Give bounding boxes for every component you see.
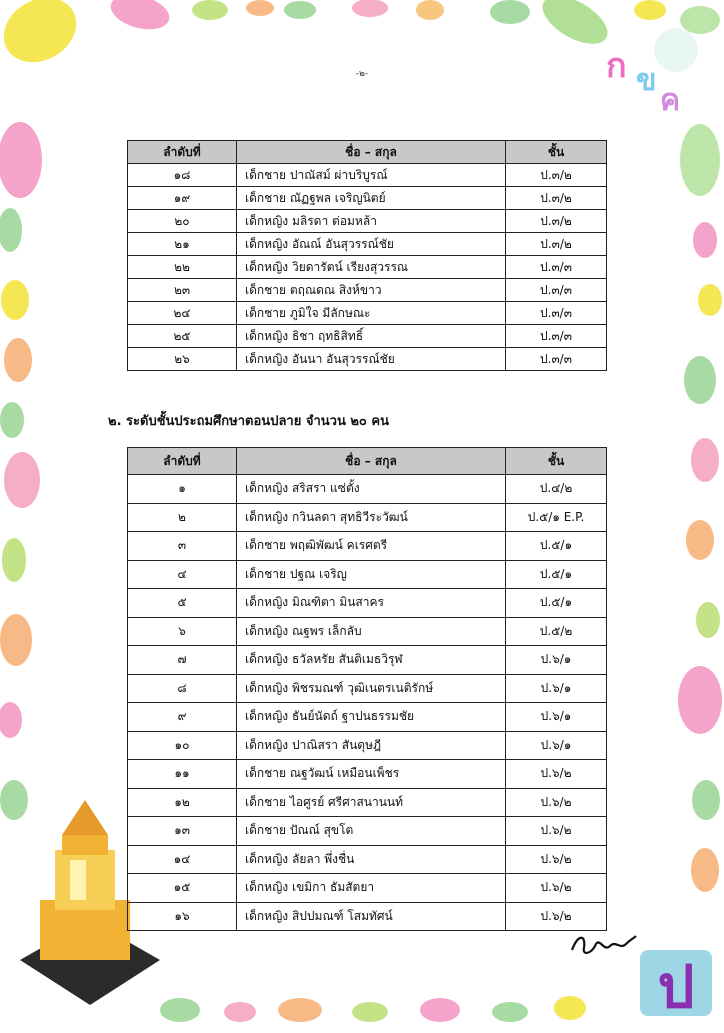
class-level: ป.๖/๒	[506, 874, 607, 903]
class-level: ป.๕/๑	[506, 532, 607, 561]
student-name: เด็กหญิง พิชรมณฑ์ วุฒิเนตรเนติรักษ์	[237, 674, 506, 703]
column-header-no: ลำดับที่	[128, 141, 237, 164]
row-number: ๒๐	[128, 210, 237, 233]
table-row	[128, 703, 607, 732]
class-level: ป.๓/๓	[506, 279, 607, 302]
svg-text:ค: ค	[660, 83, 681, 118]
table-row	[128, 532, 607, 561]
corner-letter: ป	[657, 953, 695, 1021]
student-name: เด็กหญิง กวินลดา สุทธิวีระวัฒน์	[237, 503, 506, 532]
column-header-name: ชื่อ – สกุล	[237, 448, 506, 475]
student-table-2	[127, 447, 607, 931]
table-row	[128, 503, 607, 532]
table-row	[128, 348, 607, 371]
class-level: ป.๖/๒	[506, 817, 607, 846]
class-level: ป.๓/๒	[506, 187, 607, 210]
row-number: ๖	[128, 617, 237, 646]
svg-text:ก: ก	[606, 46, 627, 86]
student-name: เด็กหญิง ธวัลหรัย สันติเมธวิรุฬ	[237, 646, 506, 675]
table-row	[128, 233, 607, 256]
table-row	[128, 674, 607, 703]
row-number: ๒๓	[128, 279, 237, 302]
table-row	[128, 589, 607, 618]
row-number: ๑๕	[128, 874, 237, 903]
row-number: ๑๑	[128, 760, 237, 789]
table-row	[128, 845, 607, 874]
class-level: ป.๖/๒	[506, 902, 607, 931]
student-name: เด็กชาย พฤฒิพัฒน์ คเรศตรี	[237, 532, 506, 561]
row-number: ๑๒	[128, 788, 237, 817]
class-level: ป.๔/๒	[506, 475, 607, 504]
row-number: ๕	[128, 589, 237, 618]
student-name: เด็กหญิง เขมิกา ธัมสัตยา	[237, 874, 506, 903]
row-number: ๑๙	[128, 187, 237, 210]
table-row	[128, 187, 607, 210]
table-row	[128, 731, 607, 760]
row-number: ๒๕	[128, 325, 237, 348]
student-name: เด็กหญิง อัณณ์ อันสุวรรณ์ชัย	[237, 233, 506, 256]
column-header-name: ชื่อ – สกุล	[237, 141, 506, 164]
class-level: ป.๖/๑	[506, 703, 607, 732]
table-row	[128, 256, 607, 279]
class-level: ป.๖/๒	[506, 788, 607, 817]
table-row	[128, 325, 607, 348]
column-header-grade: ชั้น	[506, 141, 607, 164]
student-name: เด็กหญิง มลิรดา ต่อมหล้า	[237, 210, 506, 233]
row-number: ๑๐	[128, 731, 237, 760]
student-name: เด็กชาย ปฐณ เจริญ	[237, 560, 506, 589]
class-level: ป.๓/๓	[506, 256, 607, 279]
student-name: เด็กหญิง อันนา อันสุวรรณ์ชัย	[237, 348, 506, 371]
student-name: เด็กชาย ไอศูรย์ ศรีศาสนานนท์	[237, 788, 506, 817]
page-number: -๒-	[355, 69, 369, 79]
table-row	[128, 164, 607, 187]
student-name: เด็กชาย ภูมิใจ มีลักษณะ	[237, 302, 506, 325]
student-name: เด็กชาย ปัณณ์ สุขโต	[237, 817, 506, 846]
signature	[568, 928, 638, 960]
row-number: ๒๔	[128, 302, 237, 325]
column-header-grade: ชั้น	[506, 448, 607, 475]
row-number: ๑๘	[128, 164, 237, 187]
student-name: เด็กชาย ตฤณดณ สิงห์ขาว	[237, 279, 506, 302]
student-name: เด็กชาย ณฐวัฒน์ เหมือนเพ็ชร	[237, 760, 506, 789]
svg-text:ข: ข	[636, 63, 657, 98]
table-header-row	[128, 141, 607, 164]
student-table-1	[127, 140, 607, 371]
table-row	[128, 279, 607, 302]
table-row	[128, 560, 607, 589]
row-number: ๒๑	[128, 233, 237, 256]
section-heading: ๒. ระดับชั้นประถมศึกษาตอนปลาย จำนวน ๒๐ คน	[108, 414, 389, 429]
table-header-row	[128, 448, 607, 475]
row-number: ๒	[128, 503, 237, 532]
class-level: ป.๓/๓	[506, 302, 607, 325]
table-row	[128, 646, 607, 675]
student-name: เด็กหญิง ปาณิสรา สันดุษฎี	[237, 731, 506, 760]
row-number: ๒๒	[128, 256, 237, 279]
student-name: เด็กหญิง สริสรา แซ่ตั้ง	[237, 475, 506, 504]
table-row	[128, 617, 607, 646]
class-level: ป.๖/๑	[506, 646, 607, 675]
row-number: ๒๖	[128, 348, 237, 371]
student-name: เด็กหญิง ลัยลา พึ่งชื่น	[237, 845, 506, 874]
table-row	[128, 302, 607, 325]
class-level: ป.๖/๒	[506, 760, 607, 789]
class-level: ป.๕/๑	[506, 560, 607, 589]
table-row	[128, 788, 607, 817]
class-level: ป.๕/๒	[506, 617, 607, 646]
row-number: ๔	[128, 560, 237, 589]
table-row	[128, 210, 607, 233]
student-name: เด็กหญิง ธันย์นัดถ์ ฐาปนธรรมชัย	[237, 703, 506, 732]
class-level: ป.๕/๑	[506, 589, 607, 618]
row-number: ๓	[128, 532, 237, 561]
table-row	[128, 760, 607, 789]
row-number: ๙	[128, 703, 237, 732]
table-row	[128, 817, 607, 846]
logo	[598, 22, 698, 122]
class-level: ป.๓/๒	[506, 210, 607, 233]
row-number: ๑๓	[128, 817, 237, 846]
student-name: เด็กหญิง ธิชา ฤทธิสิทธิ์	[237, 325, 506, 348]
class-level: ป.๖/๒	[506, 845, 607, 874]
row-number: ๑	[128, 475, 237, 504]
class-level: ป.๖/๑	[506, 731, 607, 760]
student-name: เด็กชาย ณัฏฐพล เจริญนิตย์	[237, 187, 506, 210]
row-number: ๑๔	[128, 845, 237, 874]
class-level: ป.๓/๓	[506, 325, 607, 348]
student-name: เด็กหญิง สิปปมณฑ์ โสมทัศน์	[237, 902, 506, 931]
class-level: ป.๓/๓	[506, 348, 607, 371]
student-name: เด็กหญิง มิณฑิตา มินสาคร	[237, 589, 506, 618]
table-row	[128, 902, 607, 931]
table-row	[128, 475, 607, 504]
class-level: ป.๖/๑	[506, 674, 607, 703]
class-level: ป.๓/๒	[506, 233, 607, 256]
class-level: ป.๓/๒	[506, 164, 607, 187]
column-header-no: ลำดับที่	[128, 448, 237, 475]
student-name: เด็กหญิง ณฐพร เล็กลับ	[237, 617, 506, 646]
class-level: ป.๕/๑ E.P.	[506, 503, 607, 532]
row-number: ๘	[128, 674, 237, 703]
student-name: เด็กชาย ปาณัสม์ ผ่าบริบูรณ์	[237, 164, 506, 187]
table-row	[128, 874, 607, 903]
row-number: ๑๖	[128, 902, 237, 931]
student-name: เด็กหญิง วิยดารัตน์ เรียงสุวรรณ	[237, 256, 506, 279]
row-number: ๗	[128, 646, 237, 675]
